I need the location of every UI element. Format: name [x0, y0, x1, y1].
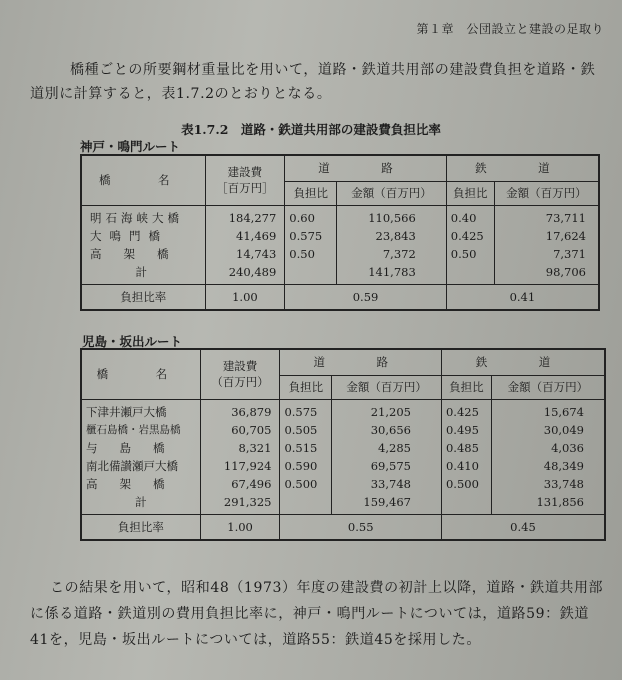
bridge-name: 大鳴門橋 — [90, 228, 168, 243]
rail-ratio: 0.425 — [445, 404, 479, 419]
road-ratio: 0.575 — [289, 228, 323, 243]
cost-share-table-kobe-naruto — [80, 154, 600, 311]
rail-ratio: 0.50 — [450, 246, 477, 261]
group-header-rail: 鉄 道 — [446, 155, 599, 181]
sub-header-rail-amount: 金額（百万円） — [491, 375, 605, 399]
total-cost: 291,325 — [223, 494, 272, 509]
bridge-name: 与島橋 — [86, 440, 187, 455]
column-header-bridge-name: 橋 名 — [81, 349, 200, 399]
share-ratio-total: 1.00 — [205, 284, 285, 310]
road-amount: 21,205 — [370, 404, 411, 419]
share-ratio-road: 0.55 — [280, 514, 442, 540]
cost-value: 14,743 — [236, 246, 277, 261]
cost-value: 184,277 — [228, 210, 277, 225]
rail-ratio: 0.425 — [450, 228, 484, 243]
conclusion-paragraph: この結果を用いて，昭和48（1973）年度の建設費の初計上以降，道路・鉄道共用部に係る道路・鉄道別の費用負担比率に，神戸・鳴門ルートについては，道路59：鉄道41を，児島・坂出ルートについては，道路55：鉄道45を採用した。 — [30, 580, 604, 648]
rail-amount: 30,049 — [543, 422, 584, 437]
road-ratio: 0.590 — [284, 458, 318, 473]
rail-amount: 7,371 — [553, 246, 586, 261]
bridge-name: 櫃石島橋・岩黒島橋 — [86, 423, 181, 436]
rail-amount: 15,674 — [543, 404, 584, 419]
road-ratio: 0.575 — [284, 404, 318, 419]
bridge-name: 下津井瀬戸大橋 — [86, 404, 167, 419]
sub-header-road-amount: 金額（百万円） — [337, 181, 447, 205]
sub-header-rail-ratio: 負担比 — [441, 375, 491, 399]
road-amount: 23,843 — [375, 228, 416, 243]
cost-value: 41,469 — [236, 228, 277, 243]
sub-header-road-amount: 金額（百万円） — [332, 375, 442, 399]
share-ratio-label: 負担比率 — [81, 284, 205, 310]
cost-share-table-kojima-sakaide — [80, 348, 606, 541]
rail-amount: 73,711 — [545, 210, 586, 225]
rail-amount: 48,349 — [543, 458, 584, 473]
route-label-kojima-sakaide: 児島・坂出ルート — [82, 334, 183, 349]
group-header-rail: 鉄 道 — [441, 349, 605, 375]
cost-value: 8,321 — [238, 440, 272, 455]
group-header-road: 道 路 — [285, 155, 446, 181]
table-caption: 表1.7.2 道路・鉄道共用部の建設費負担比率 — [181, 122, 441, 137]
share-ratio-rail: 0.41 — [446, 284, 599, 310]
road-amount: 33,748 — [370, 476, 411, 491]
sub-header-rail-ratio: 負担比 — [446, 181, 494, 205]
road-ratio: 0.515 — [284, 440, 318, 455]
bridge-name: 高架橋 — [90, 246, 191, 261]
rail-ratio: 0.410 — [445, 458, 479, 473]
rail-ratio: 0.40 — [450, 210, 477, 225]
total-road-amount: 159,467 — [363, 494, 411, 509]
column-header-bridge-name: 橋 名 — [81, 155, 205, 205]
total-label: 計 — [135, 494, 147, 509]
sub-header-road-ratio: 負担比 — [280, 375, 332, 399]
bridge-name: 明石海峡大橋 — [90, 210, 183, 225]
table-body — [81, 205, 599, 284]
chapter-header: 第１章 公団設立と建設の足取り — [416, 22, 604, 36]
rail-ratio: 0.485 — [445, 440, 479, 455]
share-ratio-label: 負担比率 — [81, 514, 200, 540]
cost-value: 60,705 — [231, 422, 272, 437]
bridge-name: 南北備讃瀬戸大橋 — [86, 458, 178, 473]
rail-amount: 4,036 — [551, 440, 584, 455]
route-label-kobe-naruto: 神戸・鳴門ルート — [80, 139, 181, 154]
total-rail-amount: 98,706 — [545, 264, 586, 279]
road-amount: 30,656 — [370, 422, 411, 437]
share-ratio-rail: 0.45 — [441, 514, 605, 540]
road-ratio: 0.500 — [284, 476, 318, 491]
share-ratio-total: 1.00 — [200, 514, 280, 540]
rail-ratio: 0.500 — [445, 476, 479, 491]
cost-value: 117,924 — [223, 458, 272, 473]
group-header-road: 道 路 — [280, 349, 442, 375]
rail-ratio: 0.495 — [445, 422, 479, 437]
road-amount: 69,575 — [370, 458, 411, 473]
intro-paragraph: 橋種ごとの所要鋼材重量比を用いて，道路・鉄道共用部の建設費負担を道路・鉄道別に計算すると，表1.7.2のとおりとなる。 — [30, 62, 596, 102]
road-ratio: 0.60 — [289, 210, 315, 225]
rail-amount: 33,748 — [543, 476, 584, 491]
cost-value: 36,879 — [231, 404, 272, 419]
cost-value: 67,496 — [231, 476, 272, 491]
road-amount: 110,566 — [368, 210, 416, 225]
road-amount: 4,285 — [378, 440, 411, 455]
column-header-cost: 建設費 （百万円） — [200, 349, 280, 399]
sub-header-road-ratio: 負担比 — [285, 181, 337, 205]
total-rail-amount: 131,856 — [536, 494, 584, 509]
rail-amount: 17,624 — [545, 228, 586, 243]
total-road-amount: 141,783 — [368, 264, 416, 279]
share-ratio-road: 0.59 — [285, 284, 446, 310]
road-ratio: 0.50 — [289, 246, 315, 261]
sub-header-rail-amount: 金額（百万円） — [494, 181, 599, 205]
road-ratio: 0.505 — [284, 422, 318, 437]
bridge-name: 高架橋 — [86, 476, 187, 491]
total-label: 計 — [135, 264, 152, 279]
road-amount: 7,372 — [382, 246, 416, 261]
column-header-cost: 建設費 ［百万円］ — [205, 155, 285, 205]
total-cost: 240,489 — [228, 264, 277, 279]
table-body — [81, 399, 605, 514]
